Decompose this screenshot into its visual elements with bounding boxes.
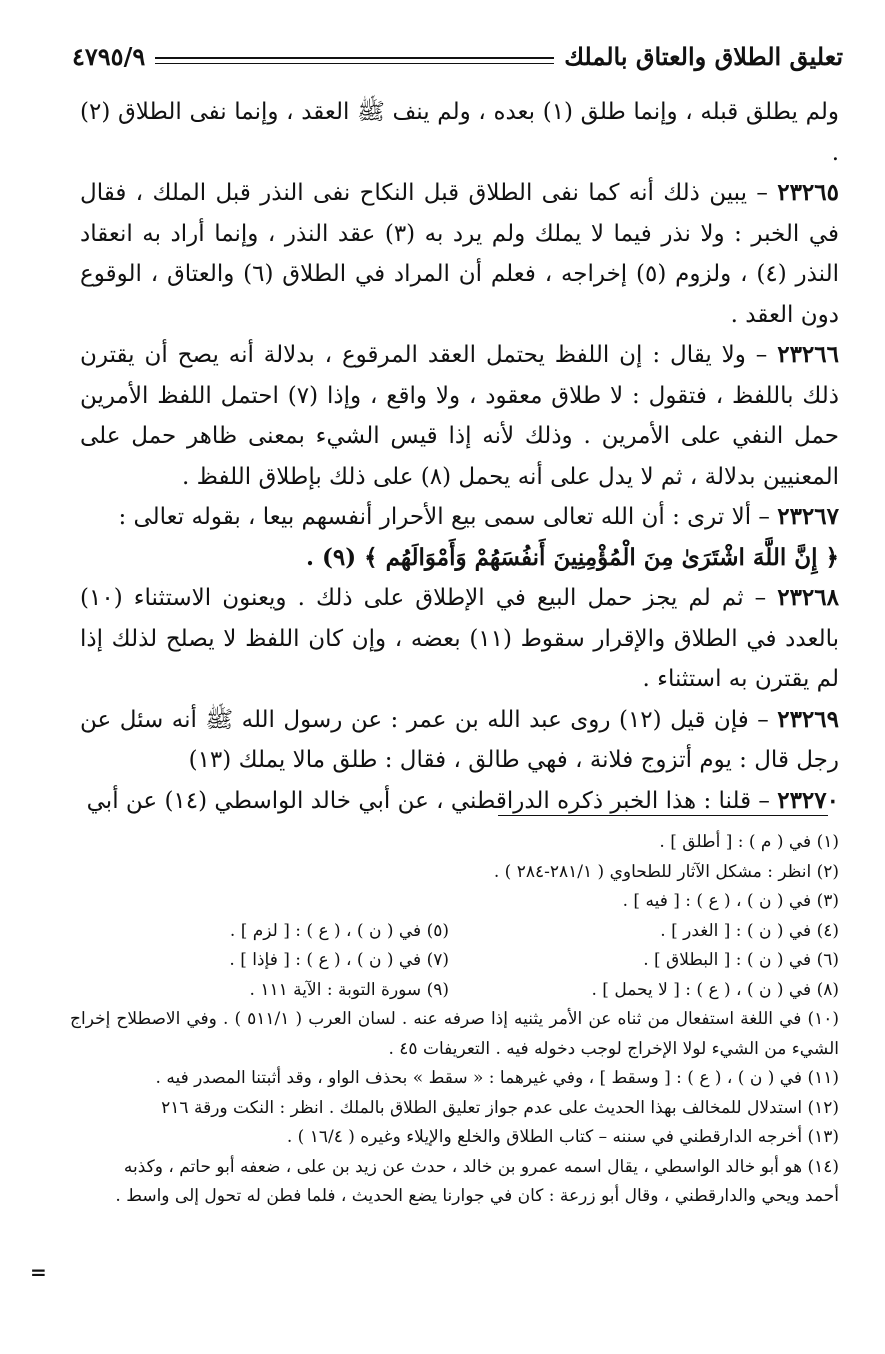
footnote-continued: أحمد ويحي والدارقطني ، وقال أبو زرعة : كان في جوارنا يضع الحديث ، فلما فطن له تحول إلى واسط . xyxy=(115,1186,839,1206)
quran-verse: ﴿ إِنَّ اللَّهَ اشْتَرَىٰ مِنَ الْمُؤْمِنِينَ أَنفُسَهُمْ وَأَمْوَالَهُم ﴾ (٩) . xyxy=(305,543,839,571)
footnotes xyxy=(70,828,839,1212)
paragraph-text: – ولا يقال : إن اللفظ يحتمل العقد المرقوع ، بدلالة أنه يصح أن يقترن ذلك باللفظ ، فتقول : لا طلاق معقود ، ولا واقع ، وإذا (٧) احتمل اللفظ الأمرين حمل النفي على الأمرين . وذلك لأنه إذا قيس الشيء بمعنى ظاهر حمل على المعنيين بدلالة ، ثم لا يدل على أنه يحمل (٨) على ذلك بإطلاق اللفظ . xyxy=(80,342,839,490)
footnote: (٥) في ( ن ) ، ( ع ) : [ لزم ] . xyxy=(229,920,449,941)
paragraph-number: ٢٣٢٦٥ xyxy=(777,179,839,206)
paragraph-text: – يبين ذلك أنه كما نفى الطلاق قبل النكاح نفى النذر قبل الملك ، فقال في الخبر : ولا نذر فيما لا يملك ولم يرد به (٣) عقد النذر ، وإنما أراد به انعقاد النذر (٤) ، ولزوم (٥) إخراجه ، فعلم أن المراد في الطلاق (٦) والعتاق ، الوقوع دون العقد . xyxy=(80,180,839,328)
footnote: (٤) في ( ن ) : [ الغدر ] . xyxy=(660,920,839,941)
footnote: (١٢) استدلال للمخالف بهذا الحديث على عدم جواز تعليق الطلاق بالملك . انظر : النكت ورقة ٢١٦ xyxy=(161,1097,839,1118)
header-rule xyxy=(155,57,554,64)
paragraph-text: – قلنا : هذا الخبر ذكره الدراقطني ، عن أبي خالد الواسطي (١٤) عن أبي xyxy=(86,787,778,814)
main-text xyxy=(80,92,839,821)
footnote: (١١) في ( ن ) ، ( ع ) : [ وسقط ] ، وفي غيرهما : « سقط » بحذف الواو ، وقد أثبتنا المصدر فيه . xyxy=(155,1068,839,1088)
running-header xyxy=(72,38,843,74)
footnote-row xyxy=(70,976,839,1006)
paragraph-text: – ألا ترى : أن الله تعالى سمى بيع الأحرار أنفسهم بيعا ، بقوله تعالى : xyxy=(118,504,778,530)
paragraph-number: ٢٣٢٦٨ xyxy=(777,584,839,611)
footnote: (٣) في ( ن ) ، ( ع ) : [ فيه ] . xyxy=(622,891,839,911)
paragraph-number: ٢٣٢٦٦ xyxy=(777,341,839,368)
paragraph xyxy=(80,92,839,173)
paragraph-text: – فإن قيل (١٢) روى عبد الله بن عمر : عن رسول الله ﷺ أنه سئل عن رجل قال : يوم أتزوج فلانة ، فهي طالق ، فقال : طلق مالا يملك (١٣) xyxy=(80,706,839,773)
paragraph xyxy=(80,497,839,578)
footnote: (٧) في ( ن ) ، ( ع ) : [ فإذا ] . xyxy=(229,950,449,970)
page-number: ٤٧٩٥/٩ xyxy=(72,41,146,71)
paragraph xyxy=(80,700,839,781)
footnote-row xyxy=(70,917,839,947)
footnote-row xyxy=(70,946,839,976)
paragraph xyxy=(80,578,839,700)
paragraph-number: ٢٣٢٦٩ xyxy=(777,705,839,733)
paragraph-text: ولم يطلق قبله ، وإنما طلق (١) بعده ، ولم ينف ﷺ العقد ، وإنما نفى الطلاق (٢) . xyxy=(80,99,839,166)
footnote: (٩) سورة التوبة : الآية ١١١ . xyxy=(249,979,449,1000)
footnote: (٨) في ( ن ) ، ( ع ) : [ لا يحمل ] . xyxy=(591,979,839,1000)
footnote: (٦) في ( ن ) : [ البطلاق ] . xyxy=(643,950,839,970)
footnote: (٢) انظر : مشكل الآثار للطحاوي ( ٢٨١/١-٢٨٤ ) . xyxy=(493,861,839,882)
paragraph xyxy=(80,173,839,335)
footnote: (١٠) في اللغة استفعال من ثناه عن الأمر يثنيه إذا صرفه عنه . لسان العرب ( ٥١١/١ ) . وفي الاصطلاح إخراج الشيء من الشيء لولا الإخراج لوجب دخوله فيه . التعريفات ٤٥ . xyxy=(70,1009,839,1059)
footnote-divider xyxy=(498,815,828,816)
paragraph-number: ٢٣٢٧٠ xyxy=(777,786,839,814)
continuation-mark: = xyxy=(30,1260,47,1284)
paragraph-number: ٢٣٢٦٧ xyxy=(777,503,839,530)
footnote: (١٤) هو أبو خالد الواسطي ، يقال اسمه عمرو بن خالد ، حدث عن زيد بن على ، ضعفه أبو حاتم ، وكذبه xyxy=(123,1156,839,1177)
footnote: (١٣) أخرجه الدارقطني في سننه – كتاب الطلاق والخلع والإيلاء وغيره ( ١٦/٤ ) . xyxy=(286,1127,839,1147)
footnote: (١) في ( م ) : [ أطلق ] . xyxy=(659,832,839,852)
running-title: تعليق الطلاق والعتاق بالملك xyxy=(564,41,843,71)
paragraph-text: – ثم لم يجز حمل البيع في الإطلاق على ذلك . ويعنون الاستثناء (١٠) بالعدد في الطلاق والإقرار سقوط (١١) بعضه ، وإن كان اللفظ لا يصلح لذلك إذا لم يقترن به استثناء . xyxy=(80,585,839,692)
paragraph xyxy=(80,335,839,497)
